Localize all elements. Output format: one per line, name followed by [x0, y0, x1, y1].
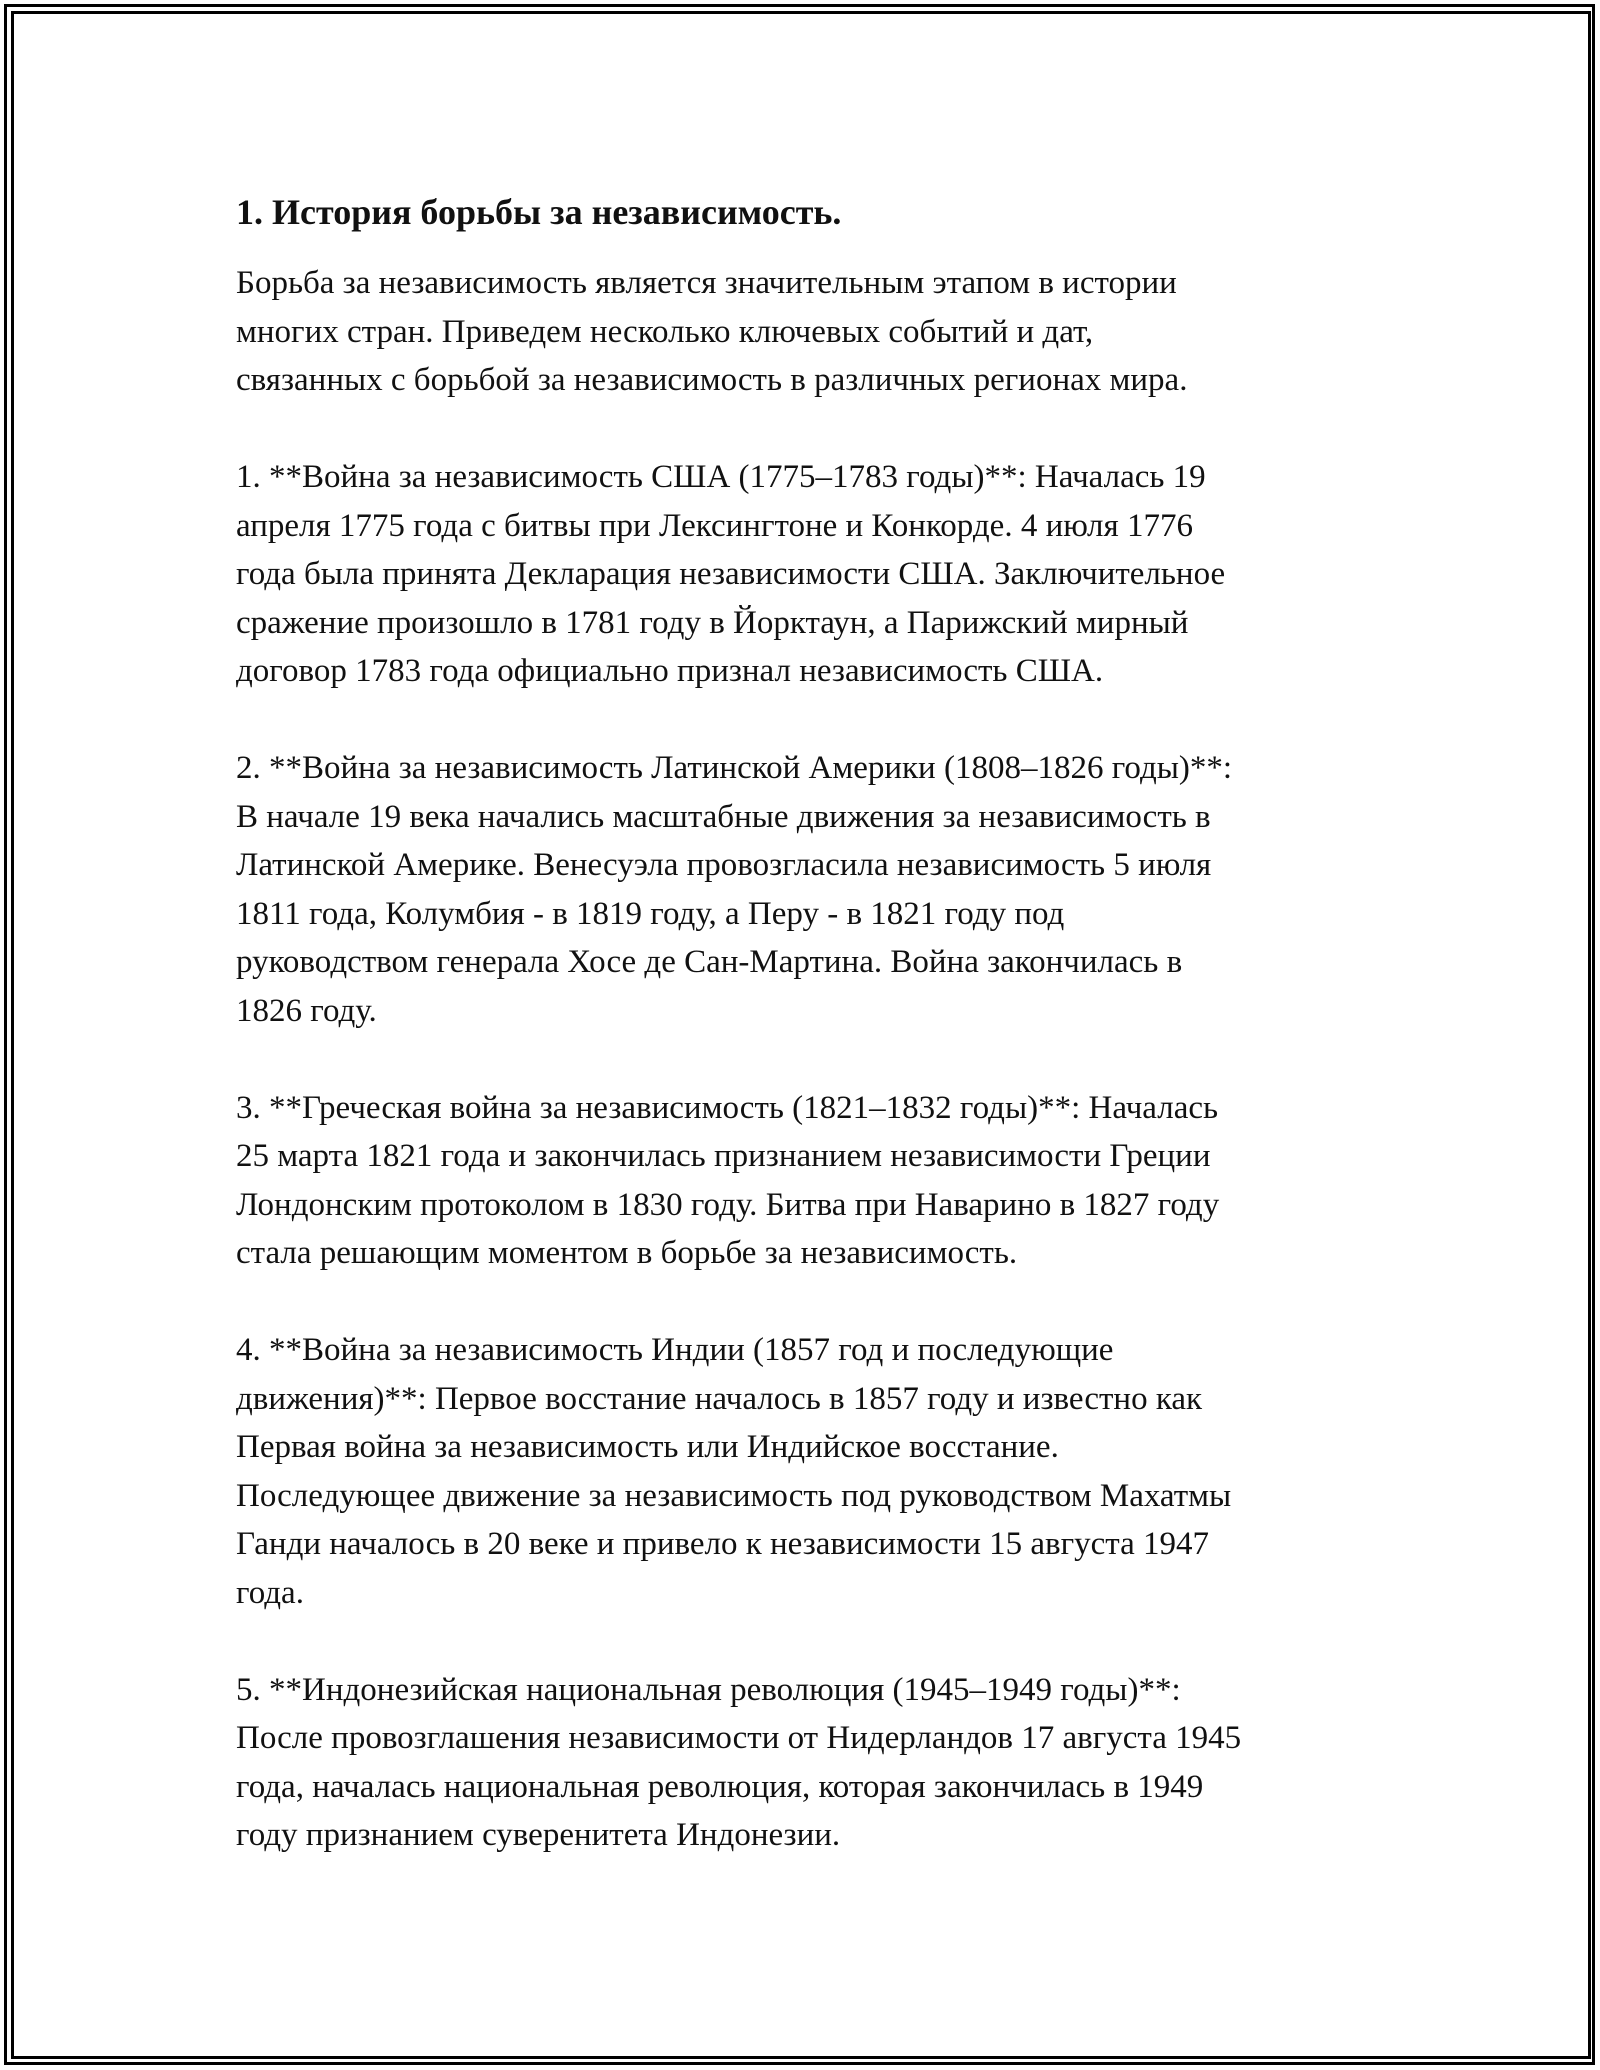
section-title: 1. История борьбы за независимость. [236, 192, 842, 232]
document-body [236, 188, 1376, 1860]
list-item-usa: 1. **Война за независимость США (1775–1783 годы)**: Началась 19 апреля 1775 года с битвы при Лексингтоне и Конкорде. 4 июля 1776 года была принята Декларация независимости США. Заключительное сражение произошло в 1781 году в Йорктаун, а Парижский мирный договор 1783 года официально признал независимость США. [236, 459, 1226, 689]
list-item-indonesia: 5. **Индонезийская национальная революция (1945–1949 годы)**: После провозглашения независимости от Нидерландов 17 августа 1945 года, началась национальная революция, которая закончилась в 1949 году признанием суверенитета Индонезии. [236, 1671, 1242, 1853]
list-item-india: 4. **Война за независимость Индии (1857 год и последующие движения)**: Первое восстание началось в 1857 году и известно как Первая война за независимость или Индийское восстание. Последующее движение за независимость под руководством Махатмы Ганди началось в 20 веке и привело к независимости 15 августа 1947 года. [236, 1332, 1232, 1611]
intro-paragraph: Борьба за независимость является значительным этапом в истории многих стран. Приведем несколько ключевых событий и дат, связанных с борьбой за независимость в различных регионах мира. [236, 265, 1188, 398]
list-item-latin-america: 2. **Война за независимость Латинской Америки (1808–1826 годы)**: В начале 19 века начались масштабные движения за независимость в Латинской Америке. Венесуэла провозгласила независимость 5 июля 1811 года, Колумбия - в 1819 году, а Перу - в 1821 году под руководством генерала Хосе де Сан-Мартина. Война закончилась в 1826 году. [236, 750, 1233, 1029]
list-item-greece: 3. **Греческая война за независимость (1821–1832 годы)**: Началась 25 марта 1821 года и закончилась признанием независимости Греции Лондонским протоколом в 1830 году. Битва при Наварино в 1827 году стала решающим моментом в борьбе за независимость. [236, 1089, 1220, 1271]
